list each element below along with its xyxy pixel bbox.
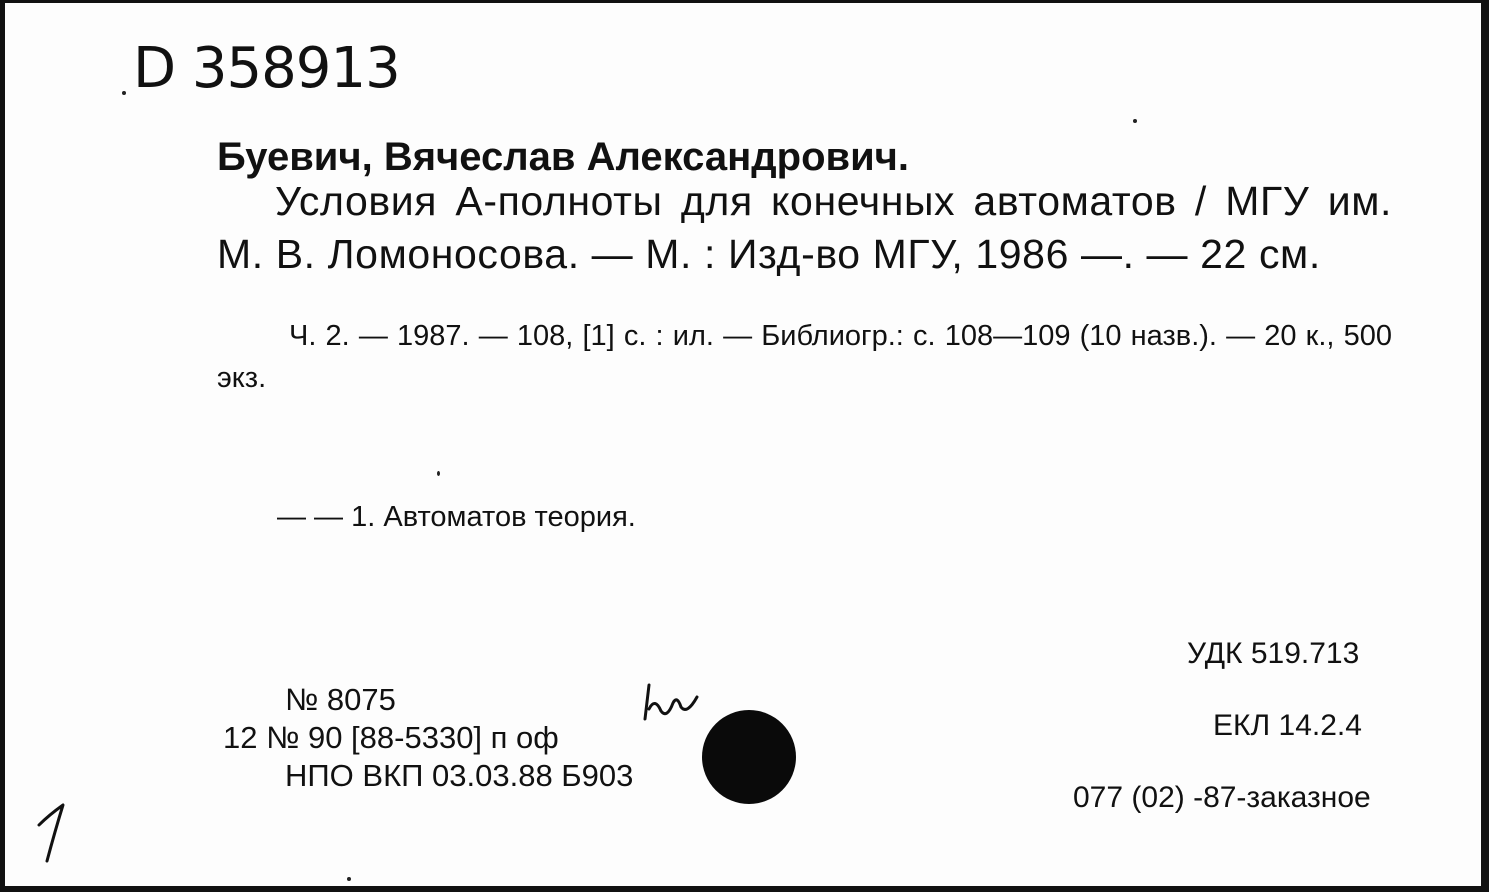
stats-line: № 8075 bbox=[285, 682, 396, 717]
udk-code: УДК 519.713 bbox=[1187, 637, 1360, 670]
handwritten-digit-icon bbox=[33, 801, 73, 865]
volume-description: Ч. 2. — 1987. — 108, [1] с. : ил. — Библиогр.: с. 108—109 (10 назв.). — 20 к., 500 экз. bbox=[217, 320, 1392, 394]
ink-speck bbox=[437, 471, 440, 476]
author-heading: Буевич, Вячеслав Александрович. bbox=[217, 135, 910, 179]
ink-speck bbox=[122, 91, 126, 95]
call-number: D 358913 bbox=[133, 36, 400, 101]
stats-line: 12 № 90 [88-5330] п оф bbox=[223, 720, 559, 755]
print-statistics bbox=[223, 681, 633, 795]
ink-speck bbox=[1133, 119, 1137, 123]
order-type: 077 (02) -87-заказное bbox=[1073, 781, 1371, 814]
stats-line: НПО ВКП 03.03.88 Б903 bbox=[285, 758, 634, 793]
ekl-code: ЕКЛ 14.2.4 bbox=[1213, 709, 1362, 742]
title-statement: Условия А-полноты для конечных автоматов / МГУ им. М. В. Ломоносова. — М. : Изд-во МГУ, 1986 —. — 22 см. bbox=[217, 178, 1392, 277]
punched-hole-dot bbox=[702, 710, 796, 804]
ink-speck bbox=[347, 877, 351, 881]
subject-heading: — — 1. Автоматов теория. bbox=[277, 501, 636, 533]
handwritten-initials-icon bbox=[637, 679, 707, 729]
